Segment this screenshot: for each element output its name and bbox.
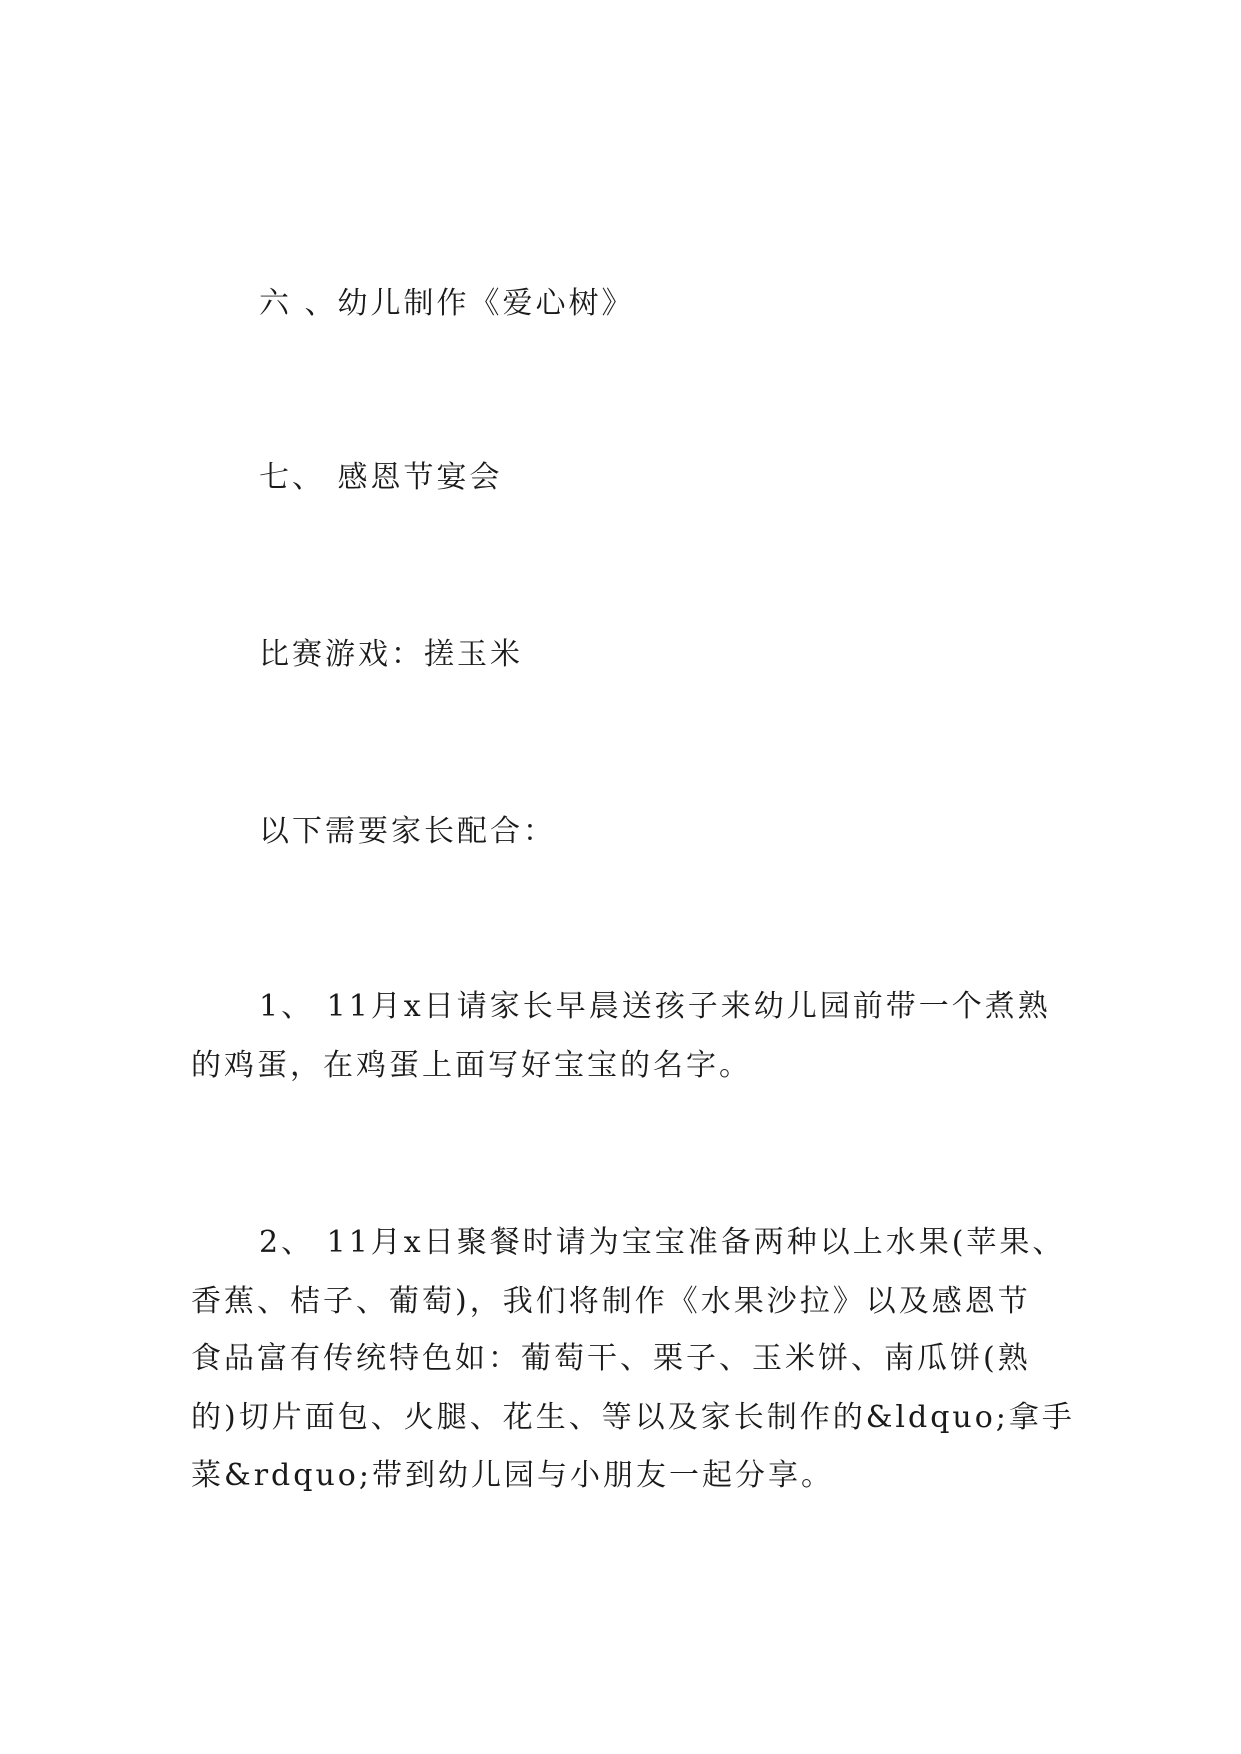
paragraph-line: 的鸡蛋，在鸡蛋上面写好宝宝的名字。 <box>191 1048 752 1083</box>
paragraph-line: 2、 11月x日聚餐时请为宝宝准备两种以上水果(苹果、 <box>259 1225 1066 1260</box>
paragraph-line: 1、 11月x日请家长早晨送孩子来幼儿园前带一个煮熟 <box>259 989 1051 1024</box>
game-line: 比赛游戏：搓玉米 <box>259 637 523 672</box>
item-heading-6: 六 、幼儿制作《爱心树》 <box>259 286 635 321</box>
paragraph-line: 菜&rdquo;带到幼儿园与小朋友一起分享。 <box>191 1458 834 1493</box>
paragraph-line: 的)切片面包、火腿、花生、等以及家长制作的&ldquo;拿手 <box>191 1400 1075 1435</box>
item-heading-7: 七、 感恩节宴会 <box>259 460 503 495</box>
paragraph-line: 食品富有传统特色如：葡萄干、栗子、玉米饼、南瓜饼(熟 <box>191 1341 1031 1376</box>
parent-cooperation-heading: 以下需要家长配合： <box>259 814 556 849</box>
paragraph-line: 香蕉、桔子、葡萄)，我们将制作《水果沙拉》以及感恩节 <box>191 1284 1031 1319</box>
